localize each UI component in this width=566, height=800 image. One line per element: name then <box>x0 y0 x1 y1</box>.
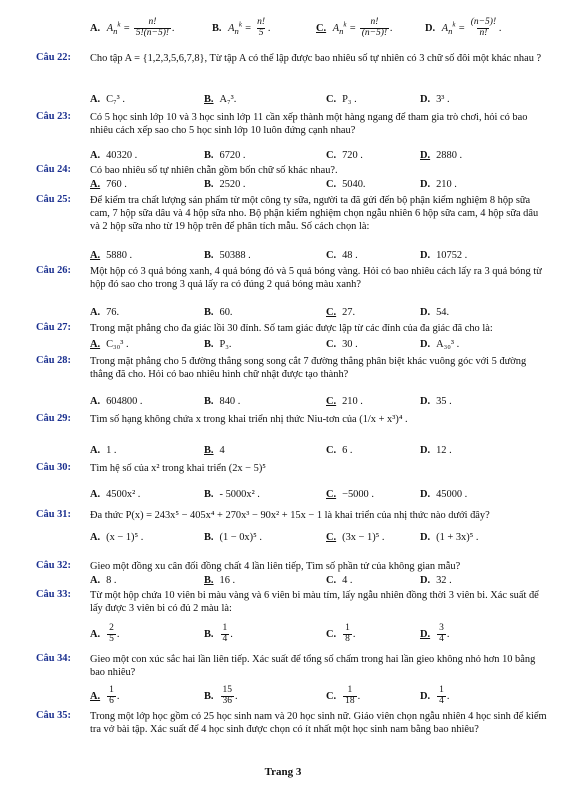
question-text: Tìm số hạng không chứa x trong khai triển nhị thức Niu-tơn của (1/x + x³)⁴ . <box>90 414 408 425</box>
answer-option[interactable] <box>420 489 467 500</box>
option-key: C. <box>326 445 337 456</box>
option-value: 76. <box>106 307 120 318</box>
option-value: 8 . <box>106 575 117 586</box>
option-value: 210 . <box>342 396 363 407</box>
option-key: A. <box>90 396 101 407</box>
option-key: B. <box>204 179 214 190</box>
option-key: A. <box>90 339 101 350</box>
fraction <box>360 18 389 39</box>
question-label: Câu 29: <box>36 413 71 424</box>
fraction <box>469 18 498 39</box>
answer-option[interactable] <box>420 396 452 407</box>
fraction-denominator: n! <box>479 27 488 38</box>
fraction-denominator: 18 <box>345 695 355 706</box>
option-key: D. <box>420 396 431 407</box>
question-text: Trong mặt phẳng cho đa giác lồi 30 đỉnh. Số tam giác được lập từ các đỉnh của đa giác đã cho là: <box>90 323 493 334</box>
option-key: C. <box>326 396 337 407</box>
option-fraction: $\frac{1}{8}$ . <box>345 623 356 644</box>
option-key: D. <box>420 250 431 261</box>
fraction <box>343 686 357 707</box>
option-fraction: $\frac{15}{36}$ . <box>222 685 238 706</box>
option-fraction: $\frac{1}{18}$ . <box>345 685 361 706</box>
answer-option[interactable] <box>90 179 127 190</box>
option-key: C. <box>326 489 337 500</box>
option-key: A. <box>90 22 101 34</box>
answer-option[interactable] <box>90 624 119 645</box>
option-formula: $A_n^k$ = $\frac{n!}{(n-5)!}$ . <box>332 17 393 38</box>
answer-option[interactable] <box>204 307 233 318</box>
fraction-numerator: n! <box>148 17 157 27</box>
option-key: C. <box>316 22 327 34</box>
option-key: B. <box>204 575 214 586</box>
option-value: 27. <box>342 307 356 318</box>
option-key: B. <box>204 250 214 261</box>
option-value: 45000 . <box>436 489 468 500</box>
question-label: Câu 31: <box>36 509 71 520</box>
fraction-numerator: 15 <box>222 685 233 695</box>
fraction-numerator: 3 <box>439 623 444 633</box>
fraction <box>107 624 116 645</box>
answer-option[interactable] <box>420 686 449 707</box>
answer-option[interactable] <box>204 250 251 261</box>
fraction <box>107 686 116 707</box>
fraction-denominator: 4 <box>439 695 444 706</box>
option-value: P₃. <box>219 339 232 350</box>
option-fraction: $\frac{1}{4}$ . <box>439 685 450 706</box>
option-key: B. <box>204 339 214 350</box>
answer-option[interactable] <box>204 179 246 190</box>
answer-option[interactable] <box>326 686 360 707</box>
fraction-denominator: (n−5)! <box>361 27 388 38</box>
question-label: Câu 33: <box>36 589 71 600</box>
option-value: (1 − 0x)⁵ . <box>219 532 262 543</box>
option-top-a <box>90 18 175 39</box>
option-value: 6720 . <box>219 150 246 161</box>
option-key: C. <box>326 250 337 261</box>
question-label: Câu 23: <box>36 111 71 122</box>
question-text: Từ một hộp chứa 10 viên bi màu vàng và 6 viên bi màu tím, lấy ngẫu nhiên đồng thời 3 viên bi. Xác suất để lấy được 3 viên bi có đủ 2 màu là: <box>90 590 539 614</box>
question-text: Gieo một đồng xu cân đối đồng chất 4 lần liên tiếp, Tìm số phần tử của không gian mẫu? <box>90 561 461 572</box>
answer-option[interactable] <box>326 624 355 645</box>
option-key: D. <box>420 339 431 350</box>
option-value: 10752 . <box>436 250 468 261</box>
option-top-c <box>316 18 393 39</box>
option-formula: $A_n^k$ = $\frac{n!}{5}$ . <box>228 17 271 38</box>
option-key: A. <box>90 575 101 586</box>
option-value: 4 . <box>342 575 353 586</box>
fraction-denominator: 36 <box>222 695 233 706</box>
answer-option[interactable] <box>420 532 479 543</box>
option-formula: $A_n^k$ = $\frac{(n-5)!}{n!}$ . <box>441 17 502 38</box>
formula-lhs: A <box>332 22 340 34</box>
option-value: 32 . <box>436 575 452 586</box>
option-key: B. <box>204 445 214 456</box>
answer-option[interactable] <box>420 94 450 105</box>
question-label: Câu 28: <box>36 355 71 366</box>
option-key: A. <box>90 532 101 543</box>
question-text: Tìm hệ số của x² trong khai triển (2x − 5)⁵ <box>90 463 266 474</box>
option-key: B. <box>204 628 214 640</box>
option-key: C. <box>326 150 337 161</box>
question-label: Câu 24: <box>36 164 71 175</box>
answer-option[interactable] <box>204 624 233 645</box>
option-formula: $A_n^k$ = $\frac{n!}{5!(n-5)!}$ . <box>106 17 175 38</box>
formula-lhs: A <box>228 22 235 34</box>
option-key: B. <box>204 94 214 105</box>
answer-option[interactable] <box>420 624 449 645</box>
option-key: B. <box>204 690 214 702</box>
fraction-numerator: 1 <box>109 685 114 695</box>
option-value: C₇³ . <box>106 94 125 105</box>
question-text: Để kiểm tra chất lượng sản phẩm từ một công ty sữa, người ta đã gửi đến bộ phận kiểm nghiệm 8 hộp sữa cam, 7 hộp sữa dâu và 4 hộp sữa nho. Bộ phận kiểm nghiệm chọn ngẫu nhiên 6 hộp sữa cam, 4 hộp sữa dâu và 2 hộp sữa nho từ 19 hộp trên để phân tích mẫu. Số cách chọn là: <box>90 195 539 232</box>
question-text: Có bao nhiêu số tự nhiên chẵn gồm bốn chữ số khác nhau?. <box>90 165 338 176</box>
answer-option[interactable] <box>420 339 459 350</box>
option-top-d <box>425 18 502 39</box>
fraction-denominator: 4 <box>439 633 444 644</box>
answer-option[interactable] <box>90 250 132 261</box>
option-key: D. <box>420 575 431 586</box>
option-key: B. <box>212 22 222 34</box>
answer-option[interactable] <box>204 489 260 500</box>
option-value: 60. <box>219 307 233 318</box>
answer-option[interactable] <box>326 94 357 105</box>
option-key: A. <box>90 179 101 190</box>
question-text: Có 5 học sinh lớp 10 và 3 học sinh lớp 11 cần xếp thành một hàng ngang để tham gia trò chơi, hỏi có bao nhiêu cách xếp sao cho 5 học sinh lớp 10 luôn đứng cạnh nhau? <box>90 112 528 136</box>
option-key: A. <box>90 150 101 161</box>
answer-option[interactable] <box>90 94 125 105</box>
option-key: D. <box>420 179 431 190</box>
option-value: 3³ . <box>436 94 450 105</box>
option-key: A. <box>90 307 101 318</box>
answer-option[interactable] <box>204 396 240 407</box>
option-key: D. <box>420 445 431 456</box>
option-key: B. <box>204 532 214 543</box>
answer-option[interactable] <box>420 307 449 318</box>
option-key: C. <box>326 575 337 586</box>
answer-option[interactable] <box>204 445 225 456</box>
answer-option[interactable] <box>204 94 236 105</box>
option-value: A₃₀³ . <box>436 339 460 350</box>
option-value: (3x − 1)⁵ . <box>342 532 385 543</box>
answer-option[interactable] <box>326 150 363 161</box>
question-label: Câu 26: <box>36 265 71 276</box>
fraction-numerator: 1 <box>345 623 350 633</box>
answer-option[interactable] <box>90 307 119 318</box>
question-label: Câu 27: <box>36 322 71 333</box>
option-key: C. <box>326 628 337 640</box>
question-text: Gieo một con xúc sắc hai lần liên tiếp. Xác suất để tổng số chấm trong hai lần gieo không nhỏ hơn 10 bằng bao nhiêu? <box>90 654 536 678</box>
option-key: D. <box>420 150 431 161</box>
option-value: 12 . <box>436 445 452 456</box>
option-key: A. <box>90 94 101 105</box>
answer-option[interactable] <box>326 532 385 543</box>
option-key: C. <box>326 532 337 543</box>
fraction-numerator: n! <box>370 17 379 27</box>
question-text: Đa thức P(x) = 243x⁵ − 405x⁴ + 270x³ − 90x² + 15x − 1 là khai triển của nhị thức nào dưới đây? <box>90 510 490 521</box>
option-key: D. <box>425 22 436 34</box>
answer-option[interactable] <box>326 396 363 407</box>
question-label: Câu 32: <box>36 560 71 571</box>
option-value: 760 . <box>106 179 127 190</box>
fraction <box>255 18 267 39</box>
fraction-numerator: (n−5)! <box>470 17 497 27</box>
option-key: C. <box>326 307 337 318</box>
answer-option[interactable] <box>326 445 353 456</box>
option-value: 30 . <box>342 339 358 350</box>
question-label: Câu 25: <box>36 194 71 205</box>
option-key: A. <box>90 445 101 456</box>
question-text: Một hộp có 3 quả bóng xanh, 4 quả bóng đỏ và 5 quả bóng vàng. Hỏi có bao nhiêu cách lấy ra 3 quả bóng từ hộp đó sao cho trong 3 quả lấy ra có đúng 2 quả bóng màu xanh? <box>90 266 542 290</box>
option-key: D. <box>420 489 431 500</box>
option-value: 4500x² . <box>106 489 141 500</box>
answer-option[interactable] <box>204 339 232 350</box>
question-label: Câu 30: <box>36 462 71 473</box>
option-value: 50388 . <box>219 250 251 261</box>
option-key: A. <box>90 628 101 640</box>
question-label: Câu 22: <box>36 52 71 63</box>
answer-option[interactable] <box>420 179 457 190</box>
answer-option[interactable] <box>90 339 129 350</box>
answer-option[interactable] <box>204 532 262 543</box>
question-text: Trong một lớp học gồm có 25 học sinh nam và 20 học sinh nữ. Giáo viên chọn ngẫu nhiên 4 học sinh để kiểm tra vở bài tập. Xác suất để 4 học sinh được chọn có ít nhất một học sinh nam bằng bao nhiêu? <box>90 711 547 735</box>
option-value: 35 . <box>436 396 452 407</box>
option-top-b <box>212 18 271 39</box>
fraction <box>221 624 230 645</box>
option-key: C. <box>326 690 337 702</box>
option-key: B. <box>204 489 214 500</box>
option-key: D. <box>420 94 431 105</box>
option-key: C. <box>326 179 337 190</box>
answer-option[interactable] <box>420 250 467 261</box>
answer-option[interactable] <box>326 575 353 586</box>
option-value: C₃₀³ . <box>106 339 129 350</box>
answer-option[interactable] <box>90 396 142 407</box>
formula-lhs: A <box>106 22 114 34</box>
option-value: (1 + 3x)⁵ . <box>436 532 479 543</box>
answer-option[interactable] <box>420 445 452 456</box>
option-value: A₇³. <box>219 94 237 105</box>
fraction <box>343 624 352 645</box>
fraction-numerator: n! <box>257 17 266 27</box>
fraction <box>437 624 446 645</box>
fraction-numerator: 2 <box>109 623 114 633</box>
question-label: Câu 34: <box>36 653 71 664</box>
answer-option[interactable] <box>204 686 238 707</box>
option-value: 840 . <box>219 396 241 407</box>
option-fraction: $\frac{2}{5}$ . <box>109 623 120 644</box>
answer-option[interactable] <box>326 339 358 350</box>
option-key: A. <box>90 489 101 500</box>
fraction-denominator: 5 <box>258 27 264 38</box>
fraction-denominator: 6 <box>109 695 114 706</box>
option-value: 16 . <box>219 575 236 586</box>
option-value: 5880 . <box>106 250 133 261</box>
option-key: B. <box>204 396 214 407</box>
option-value: −5000 . <box>342 489 374 500</box>
option-value: 210 . <box>436 179 457 190</box>
fraction-denominator: 8 <box>345 633 350 644</box>
option-key: D. <box>420 690 431 702</box>
option-key: D. <box>420 628 431 640</box>
option-value: 604800 . <box>106 396 143 407</box>
question-text: Cho tập A = {1,2,3,5,6,7,8}, Từ tập A có thể lập được bao nhiêu số tự nhiên có 3 chữ số đôi một khác nhau ? <box>90 53 542 64</box>
option-key: A. <box>90 690 101 702</box>
fraction-numerator: 1 <box>347 685 353 695</box>
fraction <box>437 686 446 707</box>
answer-option[interactable] <box>420 575 452 586</box>
answer-option[interactable] <box>90 532 143 543</box>
fraction-numerator: 1 <box>222 623 228 633</box>
answer-option[interactable] <box>326 250 358 261</box>
fraction <box>221 686 235 707</box>
option-key: D. <box>420 532 431 543</box>
option-key: A. <box>90 250 101 261</box>
option-value: 2520 . <box>219 179 246 190</box>
fraction-denominator: 5!(n−5)! <box>135 27 170 38</box>
answer-option[interactable] <box>90 489 140 500</box>
option-key: B. <box>204 307 214 318</box>
answer-option[interactable] <box>90 445 117 456</box>
page-number: Trang 3 <box>264 766 302 778</box>
option-fraction: $\frac{1}{4}$ . <box>222 623 233 644</box>
option-key: C. <box>326 94 337 105</box>
question-label: Câu 35: <box>36 710 71 721</box>
option-value: 720 . <box>342 150 363 161</box>
option-value: 5040. <box>342 179 366 190</box>
fraction-numerator: 1 <box>439 685 444 695</box>
question-text: Trong mặt phẳng cho 5 đường thẳng song song cắt 7 đường thẳng phân biệt khác vuông góc với 5 đường thẳng đã cho. Hỏi có bao nhiêu hình chữ nhật được tạo thành? <box>90 356 527 380</box>
option-value: 54. <box>436 307 450 318</box>
option-key: C. <box>326 339 337 350</box>
answer-option[interactable] <box>326 489 374 500</box>
answer-option[interactable] <box>90 575 117 586</box>
formula-lhs: A <box>441 22 449 34</box>
fraction <box>134 18 171 39</box>
option-value: 6 . <box>342 445 353 456</box>
option-value: 4 <box>219 445 225 456</box>
option-value: 48 . <box>342 250 358 261</box>
answer-option[interactable] <box>420 150 462 161</box>
answer-option[interactable] <box>90 686 119 707</box>
option-value: (x − 1)⁵ . <box>106 532 144 543</box>
answer-option[interactable] <box>326 307 355 318</box>
option-value: - 5000x² . <box>219 489 260 500</box>
answer-option[interactable] <box>90 150 137 161</box>
option-fraction: $\frac{1}{6}$ . <box>109 685 120 706</box>
fraction-denominator: 4 <box>222 633 228 644</box>
option-value: P₃ . <box>342 94 357 105</box>
answer-option[interactable] <box>204 575 235 586</box>
answer-option[interactable] <box>204 150 246 161</box>
option-key: D. <box>420 307 431 318</box>
option-value: 1 . <box>106 445 117 456</box>
answer-option[interactable] <box>326 179 366 190</box>
option-fraction: $\frac{3}{4}$ . <box>439 623 450 644</box>
fraction-denominator: 5 <box>109 633 114 644</box>
option-value: 2880 . <box>436 150 463 161</box>
option-value: 40320 . <box>106 150 138 161</box>
option-key: B. <box>204 150 214 161</box>
